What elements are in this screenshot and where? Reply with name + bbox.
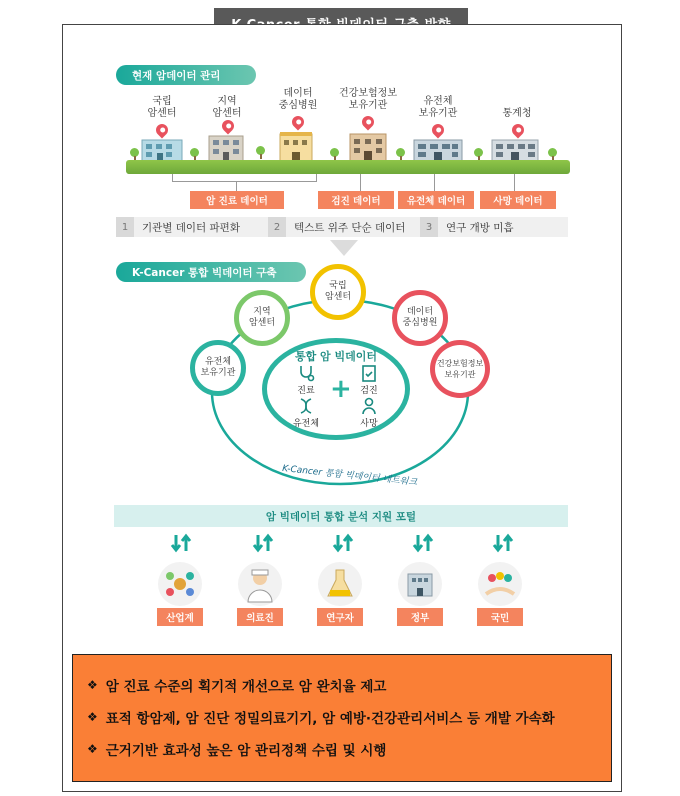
summary-item	[87, 733, 611, 765]
data-tag-treatment: 암 진료 데이터	[190, 191, 284, 209]
insurance-agency-building-icon	[348, 130, 388, 162]
government-icon	[398, 562, 442, 606]
tree-icon	[474, 148, 483, 157]
bidirectional-arrow-icon	[492, 533, 514, 553]
node-insurance-agency: 건강보험정보 보유기관	[430, 340, 490, 398]
summary-item	[87, 701, 611, 733]
center-item-screening: 검진	[360, 386, 378, 396]
institution-label-regional: 지역 암센터	[212, 96, 242, 119]
network-label: K-Cancer 통합 빅데이터 네트워크	[281, 463, 418, 489]
institution-label-genome: 유전체 보유기관	[418, 96, 458, 119]
data-tag-genome: 유전체 데이터	[398, 191, 474, 209]
user-tag-researcher: 연구자	[317, 608, 363, 626]
down-arrow-icon	[330, 240, 358, 256]
diamond-bullet-icon: ❖	[87, 678, 98, 692]
connector-line	[434, 174, 435, 191]
data-tag-screening: 검진 데이터	[318, 191, 394, 209]
bidirectional-arrow-icon	[170, 533, 192, 553]
analysis-portal-bar: 암 빅데이터 통합 분석 지원 포털	[114, 505, 568, 527]
issue-item	[116, 217, 240, 237]
issue-text: 텍스트 위주 단순 데이터	[294, 221, 406, 234]
institution-label-statistics: 통계청	[502, 108, 532, 119]
tree-icon	[130, 148, 139, 157]
summary-text: 근거기반 효과성 높은 암 관리정책 수립 및 시행	[105, 743, 387, 759]
plus-icon: +	[330, 374, 352, 404]
bidirectional-arrow-icon	[412, 533, 434, 553]
user-tag-industry: 산업계	[157, 608, 203, 626]
data-hospital-building-icon	[278, 130, 314, 162]
node-regional-cancer-center: 지역 암센터	[234, 290, 290, 346]
bidirectional-arrow-icon	[252, 533, 274, 553]
genome-institution-building-icon	[412, 136, 464, 162]
industry-icon	[158, 562, 202, 606]
statistics-office-building-icon	[490, 136, 540, 162]
node-national-cancer-center: 국립 암센터	[310, 264, 366, 320]
data-tag-death: 사망 데이터	[480, 191, 556, 209]
citizens-icon	[478, 562, 522, 606]
center-item-genome: 유전체	[292, 419, 320, 429]
researcher-icon	[318, 562, 362, 606]
center-item-treatment: 진료	[297, 386, 315, 396]
bidirectional-arrow-icon	[332, 533, 354, 553]
regional-cancer-center-building-icon	[206, 132, 246, 162]
future-header: K-Cancer 통합 빅데이터 구축	[116, 262, 306, 282]
tree-icon	[396, 148, 405, 157]
issue-text: 연구 개방 미흡	[446, 221, 514, 234]
dna-icon	[297, 397, 315, 415]
user-tag-medical-staff: 의료진	[237, 608, 283, 626]
institution-label-data-hospital: 데이터 중심병원	[278, 88, 318, 111]
institution-label-national: 국립 암센터	[147, 96, 177, 119]
issue-number: 2	[268, 217, 286, 237]
user-tag-government: 정부	[397, 608, 443, 626]
issue-item	[268, 217, 405, 237]
connector-line	[316, 174, 317, 182]
stethoscope-icon	[297, 364, 315, 382]
user-tag-citizens: 국민	[477, 608, 523, 626]
clipboard-check-icon	[360, 364, 378, 382]
issue-number: 3	[420, 217, 438, 237]
connector-line	[172, 181, 316, 182]
tree-icon	[256, 146, 265, 155]
diamond-bullet-icon: ❖	[87, 742, 98, 756]
issue-text: 기관별 데이터 파편화	[142, 221, 240, 234]
current-header: 현재 암데이터 관리	[116, 65, 256, 85]
diamond-bullet-icon: ❖	[87, 710, 98, 724]
node-data-hospital: 데이터 중심병원	[392, 290, 448, 346]
summary-text: 암 진료 수준의 획기적 개선으로 암 완치율 제고	[105, 679, 387, 695]
issue-item	[420, 217, 514, 237]
issue-number: 1	[116, 217, 134, 237]
tree-icon	[330, 148, 339, 157]
national-cancer-center-building-icon	[140, 136, 184, 162]
connector-line	[514, 174, 515, 191]
person-icon	[360, 397, 378, 415]
center-item-death: 사망	[360, 419, 378, 429]
tree-icon	[548, 148, 557, 157]
node-genome-institution: 유전체 보유기관	[190, 340, 246, 396]
medical-staff-icon	[238, 562, 282, 606]
connector-line	[236, 181, 237, 191]
summary-item	[87, 669, 611, 701]
ground-strip	[126, 160, 570, 174]
center-title: 통합 암 빅데이터	[294, 350, 378, 363]
connector-line	[360, 174, 361, 191]
summary-text: 표적 항암제, 암 진단 정밀의료기기, 암 예방·건강관리서비스 등 개발 가속화	[105, 711, 555, 727]
summary-box	[72, 654, 612, 782]
institution-label-insurance: 건강보험정보 보유기관	[339, 88, 397, 111]
tree-icon	[190, 148, 199, 157]
